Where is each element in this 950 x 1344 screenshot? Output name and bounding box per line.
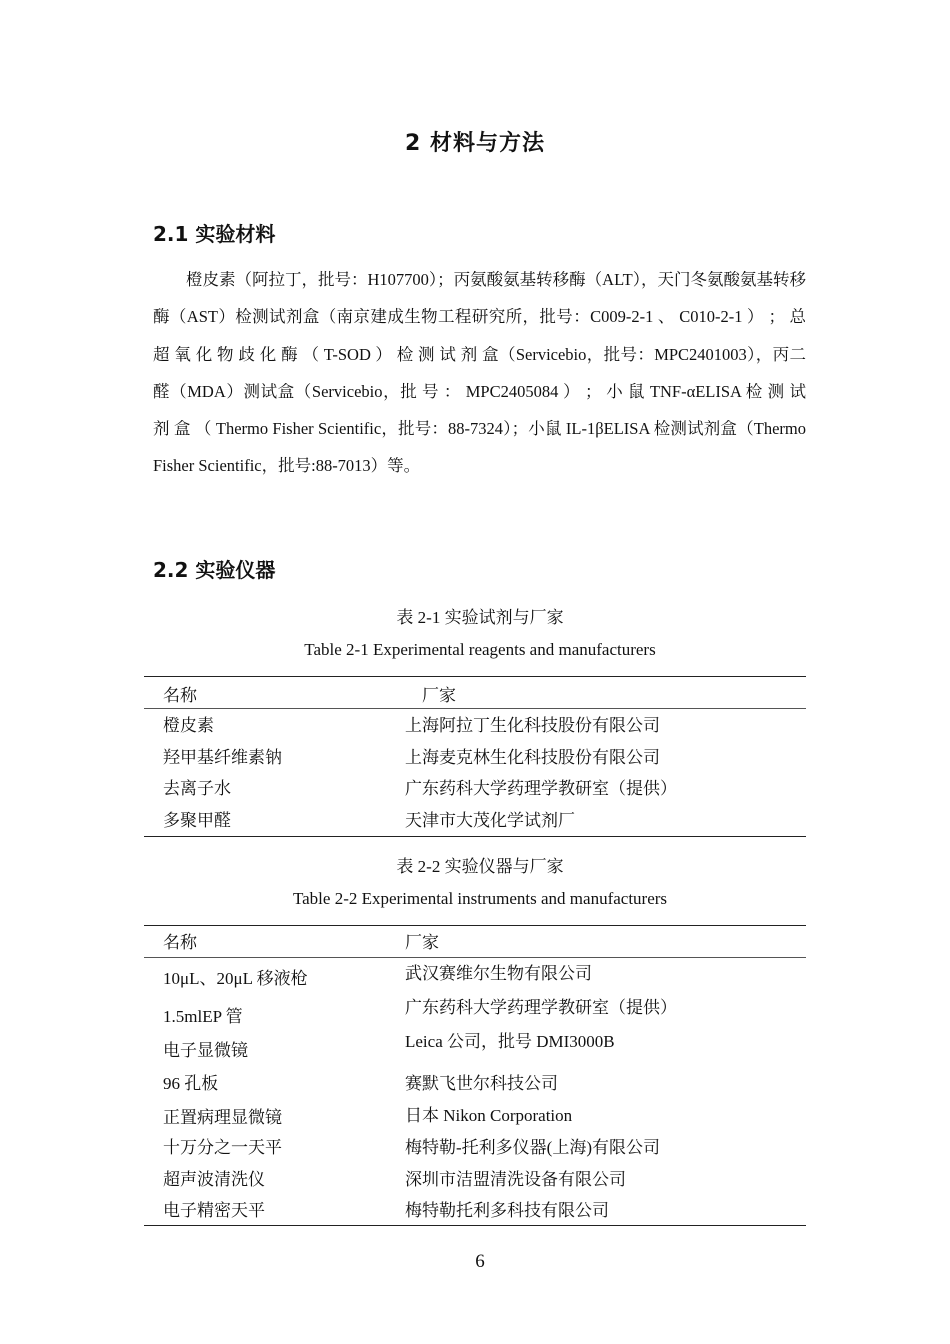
table-cell-manufacturer: 上海麦克林生化科技股份有限公司 [405,748,660,767]
table-cell-manufacturer: 天津市大茂化学试剂厂 [405,811,575,830]
table-cell-name: 多聚甲醛 [163,811,231,830]
table-cell-manufacturer: Leica 公司，批号 DMI3000B [405,1032,615,1051]
table-cell-manufacturer: 日本 Nikon Corporation [405,1106,573,1125]
table-cell-name: 电子精密天平 [163,1201,265,1220]
table-cell-name: 正置病理显微镜 [163,1108,282,1127]
table-2-caption-cn: 表 2-2 实验仪器与厂家 [396,857,564,876]
page-number: 6 [475,1251,485,1272]
chapter-title: 2 材料与方法 [405,131,545,156]
table-cell-name: 十万分之一天平 [163,1138,282,1157]
section-heading-instruments: 2.2 实验仪器 [153,558,276,582]
table-cell-manufacturer: 广东药科大学药理学教研室（提供） [405,998,677,1017]
table-cell-manufacturer: 梅特勒托利多科技有限公司 [405,1201,609,1220]
reagents-table [144,676,806,837]
table-cell-manufacturer: 广东药科大学药理学教研室（提供） [405,779,677,798]
materials-paragraph [153,261,806,485]
table-cell-manufacturer: 梅特勒-托利多仪器(上海)有限公司 [405,1138,660,1157]
table-cell-name: 去离子水 [163,779,231,798]
table-cell-name: 1.5mlEP 管 [163,1007,243,1026]
column-header-manufacturer: 厂家 [422,686,456,705]
table-cell-name: 96 孔板 [163,1074,219,1093]
section-heading-materials: 2.1 实验材料 [153,222,276,246]
table-cell-manufacturer: 武汉赛维尔生物有限公司 [405,964,592,983]
table-cell-manufacturer: 深圳市洁盟清洗设备有限公司 [405,1170,626,1189]
materials-paragraph-text: 橙皮素（阿拉丁，批号：H107700）；丙氨酸氨基转移酶（ALT），天门冬氨酸氨基转移酶（AST）检测试剂盒（南京建成生物工程研究所，批号：C009-2-1 、 C010-2-1 ） ； 总 超 氧 化 物 歧 化 酶 （ T-SOD ） 检 测 试 剂 盒（Servicebio，批号：MPC2401003），丙二醛（MDA）测试盒（Servicebio，批 号 ： MPC2405084 ） ； 小 鼠 TNF-αELISA 检 测 试 剂 盒 （ Thermo Fisher Scientific，批号：88-7324）；小鼠 IL-1βELISA 检测试剂盒（Thermo Fisher Scientific，批号:88-7013）等。 [153,270,806,476]
table-header-row [144,677,806,709]
table-cell-name: 电子显微镜 [163,1041,248,1060]
column-header-name: 名称 [163,686,197,705]
table-cell-manufacturer: 赛默飞世尔科技公司 [405,1074,558,1093]
table-cell-name: 超声波清洗仪 [163,1170,265,1189]
table-2-caption-en: Table 2-2 Experimental instruments and manufacturers [292,889,668,908]
table-cell-manufacturer: 上海阿拉丁生化科技股份有限公司 [405,716,660,735]
column-header-name: 名称 [163,933,197,952]
table-header-row [144,926,806,958]
column-header-manufacturer: 厂家 [405,933,439,952]
table-cell-name: 羟甲基纤维素钠 [163,748,282,767]
table-1-caption-cn: 表 2-1 实验试剂与厂家 [396,608,564,627]
instruments-table [144,925,806,1226]
table-cell-name: 橙皮素 [163,716,214,735]
table-cell-name: 10μL、20μL 移液枪 [163,969,308,988]
table-1-caption-en: Table 2-1 Experimental reagents and manufacturers [304,640,656,659]
